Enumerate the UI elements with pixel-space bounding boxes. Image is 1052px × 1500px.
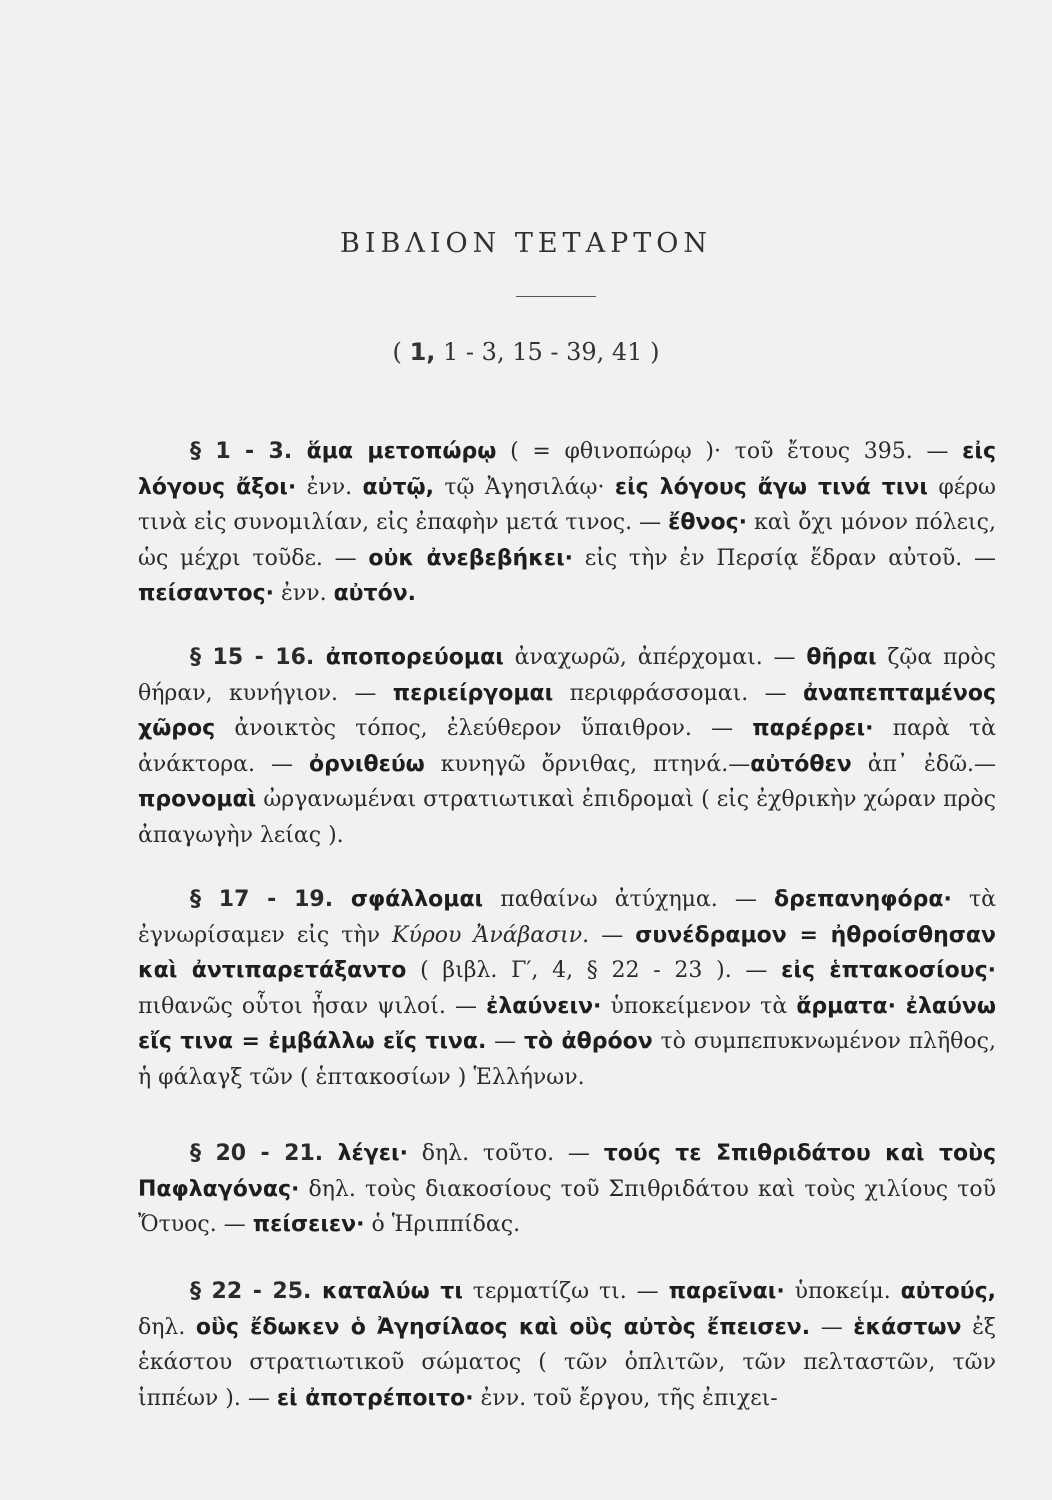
lemma: εἰ ἀποτρέποιτο· <box>276 1385 474 1411</box>
gloss-text: ζῷα πρὸς θήραν, κυνήγιον. — <box>138 645 996 706</box>
gloss-text: — <box>810 1314 854 1340</box>
lemma: αὐτούς, <box>900 1279 996 1304</box>
gloss-text: ἐνν. <box>296 474 363 500</box>
lemma: τὸ ἀθρόον <box>523 1029 653 1054</box>
lemma: αὐτόθεν <box>750 751 852 777</box>
lemma: δρεπανηφόρα· <box>774 887 952 912</box>
ref-close: ) <box>650 338 660 366</box>
gloss-text: φέρω τινὰ εἰς συνομιλίαν, εἰς ἐπαφὴν μετά τινος. — <box>138 474 996 535</box>
lemma: παρεῖναι· <box>668 1279 785 1304</box>
gloss-text: περιφράσσομαι. — <box>553 680 803 706</box>
gloss-text: ἐνν. τοῦ ἔργου, τῆς ἐπιχει- <box>473 1385 778 1411</box>
gloss-text: ἀπ᾽ ἐδῶ.— <box>851 751 997 777</box>
gloss-text: παθαίνω ἀτύχημα. — <box>483 887 775 912</box>
lemma: εἰς λόγους ἄξοι· <box>138 439 997 500</box>
gloss-text: εἰς τὴν ἐν Περσίᾳ ἕδραν αὐτοῦ. — <box>573 545 996 571</box>
lemma: περιείργομαι <box>392 680 554 706</box>
lemma: ἔθνος· <box>668 510 747 535</box>
section-number: § 15 - 16. <box>190 645 326 670</box>
lemma: αὐτόν. <box>333 581 417 606</box>
ref-chapter: 1, <box>409 338 436 366</box>
gloss-text: δηλ. <box>138 1314 196 1340</box>
gloss-text: τὰ ἐγνωρίσαμεν εἰς τὴν <box>138 887 997 948</box>
ref-open: ( <box>392 338 402 366</box>
lemma: ἐλαύνειν· <box>486 993 602 1019</box>
lemma: αὐτῷ, <box>362 474 435 500</box>
gloss-text: ( = φθινοπώρῳ )· τοῦ ἔτους 395. — <box>496 439 963 464</box>
section-paragraph <box>138 882 996 1095</box>
section-number: § 20 - 21. <box>190 1141 338 1166</box>
lemma: προνομαὶ <box>138 787 257 812</box>
ref-sections: 1 - 3, 15 - 39, 41 <box>443 338 643 366</box>
gloss-text: καὶ ὄχι μόνον πόλεις, ὡς μέχρι τοῦδε. — <box>138 510 996 571</box>
title-rule <box>516 296 596 297</box>
gloss-text: ἐνν. <box>274 581 334 606</box>
lemma: ἑκάστων <box>853 1314 962 1340</box>
section-number: § 17 - 19. <box>190 887 351 912</box>
gloss-text: δηλ. τοὺς διακοσίους τοῦ Σπιθριδάτου καὶ τοὺς χιλίους τοῦ Ὄτυος. — <box>138 1176 996 1237</box>
gloss-text: — <box>589 922 636 948</box>
gloss-text: ὑποκείμ. <box>784 1279 901 1304</box>
section-number: § 22 - 25. <box>190 1279 322 1304</box>
lemma: ἀποπορεύομαι <box>325 645 504 670</box>
section-paragraph <box>138 1274 996 1416</box>
lemma: παρέρρει· <box>752 716 874 741</box>
gloss-text: τερματίζω τι. — <box>462 1279 669 1304</box>
lemma: σφάλλομαι <box>350 887 484 912</box>
gloss-text: ( βιβλ. Γ′, 4, § 22 - 23 ). — <box>406 958 782 983</box>
chapter-reference <box>0 338 1052 366</box>
lemma: ἀναπεπταμένος χῶρος <box>138 680 996 741</box>
gloss-text: — <box>486 1029 524 1054</box>
gloss-text: κυνηγῶ ὄρνιθας, πτηνά.— <box>424 751 751 777</box>
lemma: καταλύω τι <box>321 1279 463 1304</box>
lemma: λέγει· <box>337 1141 408 1166</box>
lemma: ὀρνιθεύω <box>309 751 425 777</box>
lemma: θῆραι <box>806 645 877 670</box>
lemma: πείσειεν· <box>252 1212 365 1237</box>
gloss-text: πιθανῶς οὗτοι ἦσαν ψιλοί. — <box>138 993 487 1019</box>
gloss-text: ὠργανωμέναι στρατιωτικαὶ ἐπιδρομαὶ ( εἰς ἐχθρικὴν χώραν πρὸς ἀπαγωγὴν λείας ). <box>138 787 996 848</box>
gloss-text: τῷ Ἀγησιλάῳ· <box>434 474 615 500</box>
lemma: πείσαντος· <box>138 581 275 606</box>
gloss-text: δηλ. τοῦτο. — <box>407 1141 604 1166</box>
lemma: ἅρματα· ἐλαύνω εἴς τινα = ἐμβάλλω εἴς τινα. <box>138 993 997 1054</box>
lemma: συνέδραμον = ἠθροίσθησαν καὶ ἀντιπαρετάξαντο <box>138 922 996 983</box>
lemma: οὐκ ἀνεβεβήκει· <box>368 545 574 571</box>
gloss-text: παρὰ τὰ ἀνάκτορα. — <box>138 716 996 777</box>
lemma: ἅμα μετοπώρῳ <box>306 439 497 464</box>
section-paragraph <box>138 434 996 612</box>
gloss-text: ἀνοικτὸς τόπος, ἐλεύθερον ὕπαιθρον. — <box>215 716 753 741</box>
gloss-text: ἀναχωρῶ, ἀπέρχομαι. — <box>503 645 807 670</box>
gloss-text: ἐξ ἑκάστου στρατιωτικοῦ σώματος ( τῶν ὁπλιτῶν, τῶν πελταστῶν, τῶν ἱππέων ). — <box>138 1314 997 1411</box>
lemma: εἰς ἑπτακοσίους· <box>781 958 997 983</box>
lemma: οὓς ἔδωκεν ὁ Ἀγησίλαος καὶ οὓς αὐτὸς ἔπεισεν. <box>195 1314 811 1340</box>
gloss-text: τὸ συμπεπυκνωμένον πλῆθος, ἡ φάλαγξ τῶν ( ἑπτακοσίων ) Ἑλλήνων. <box>138 1029 996 1090</box>
lemma: τούς τε Σπιθριδάτου καὶ τοὺς Παφλαγόνας· <box>138 1141 996 1202</box>
book-title: ΒΙΒΛΙΟΝ ΤΕΤΑΡΤΟΝ <box>339 228 713 259</box>
section-paragraph <box>138 640 996 853</box>
italic-title: Κύρου Ἀνάβασιν. <box>392 922 590 948</box>
section-number: § 1 - 3. <box>190 439 307 464</box>
gloss-text: ὁ Ἡριππίδας. <box>364 1212 521 1237</box>
gloss-text: ὑποκείμενον τὰ <box>601 993 797 1019</box>
lemma: εἰς λόγους ἄγω τινά τινι <box>614 474 928 500</box>
section-paragraph <box>138 1136 996 1243</box>
